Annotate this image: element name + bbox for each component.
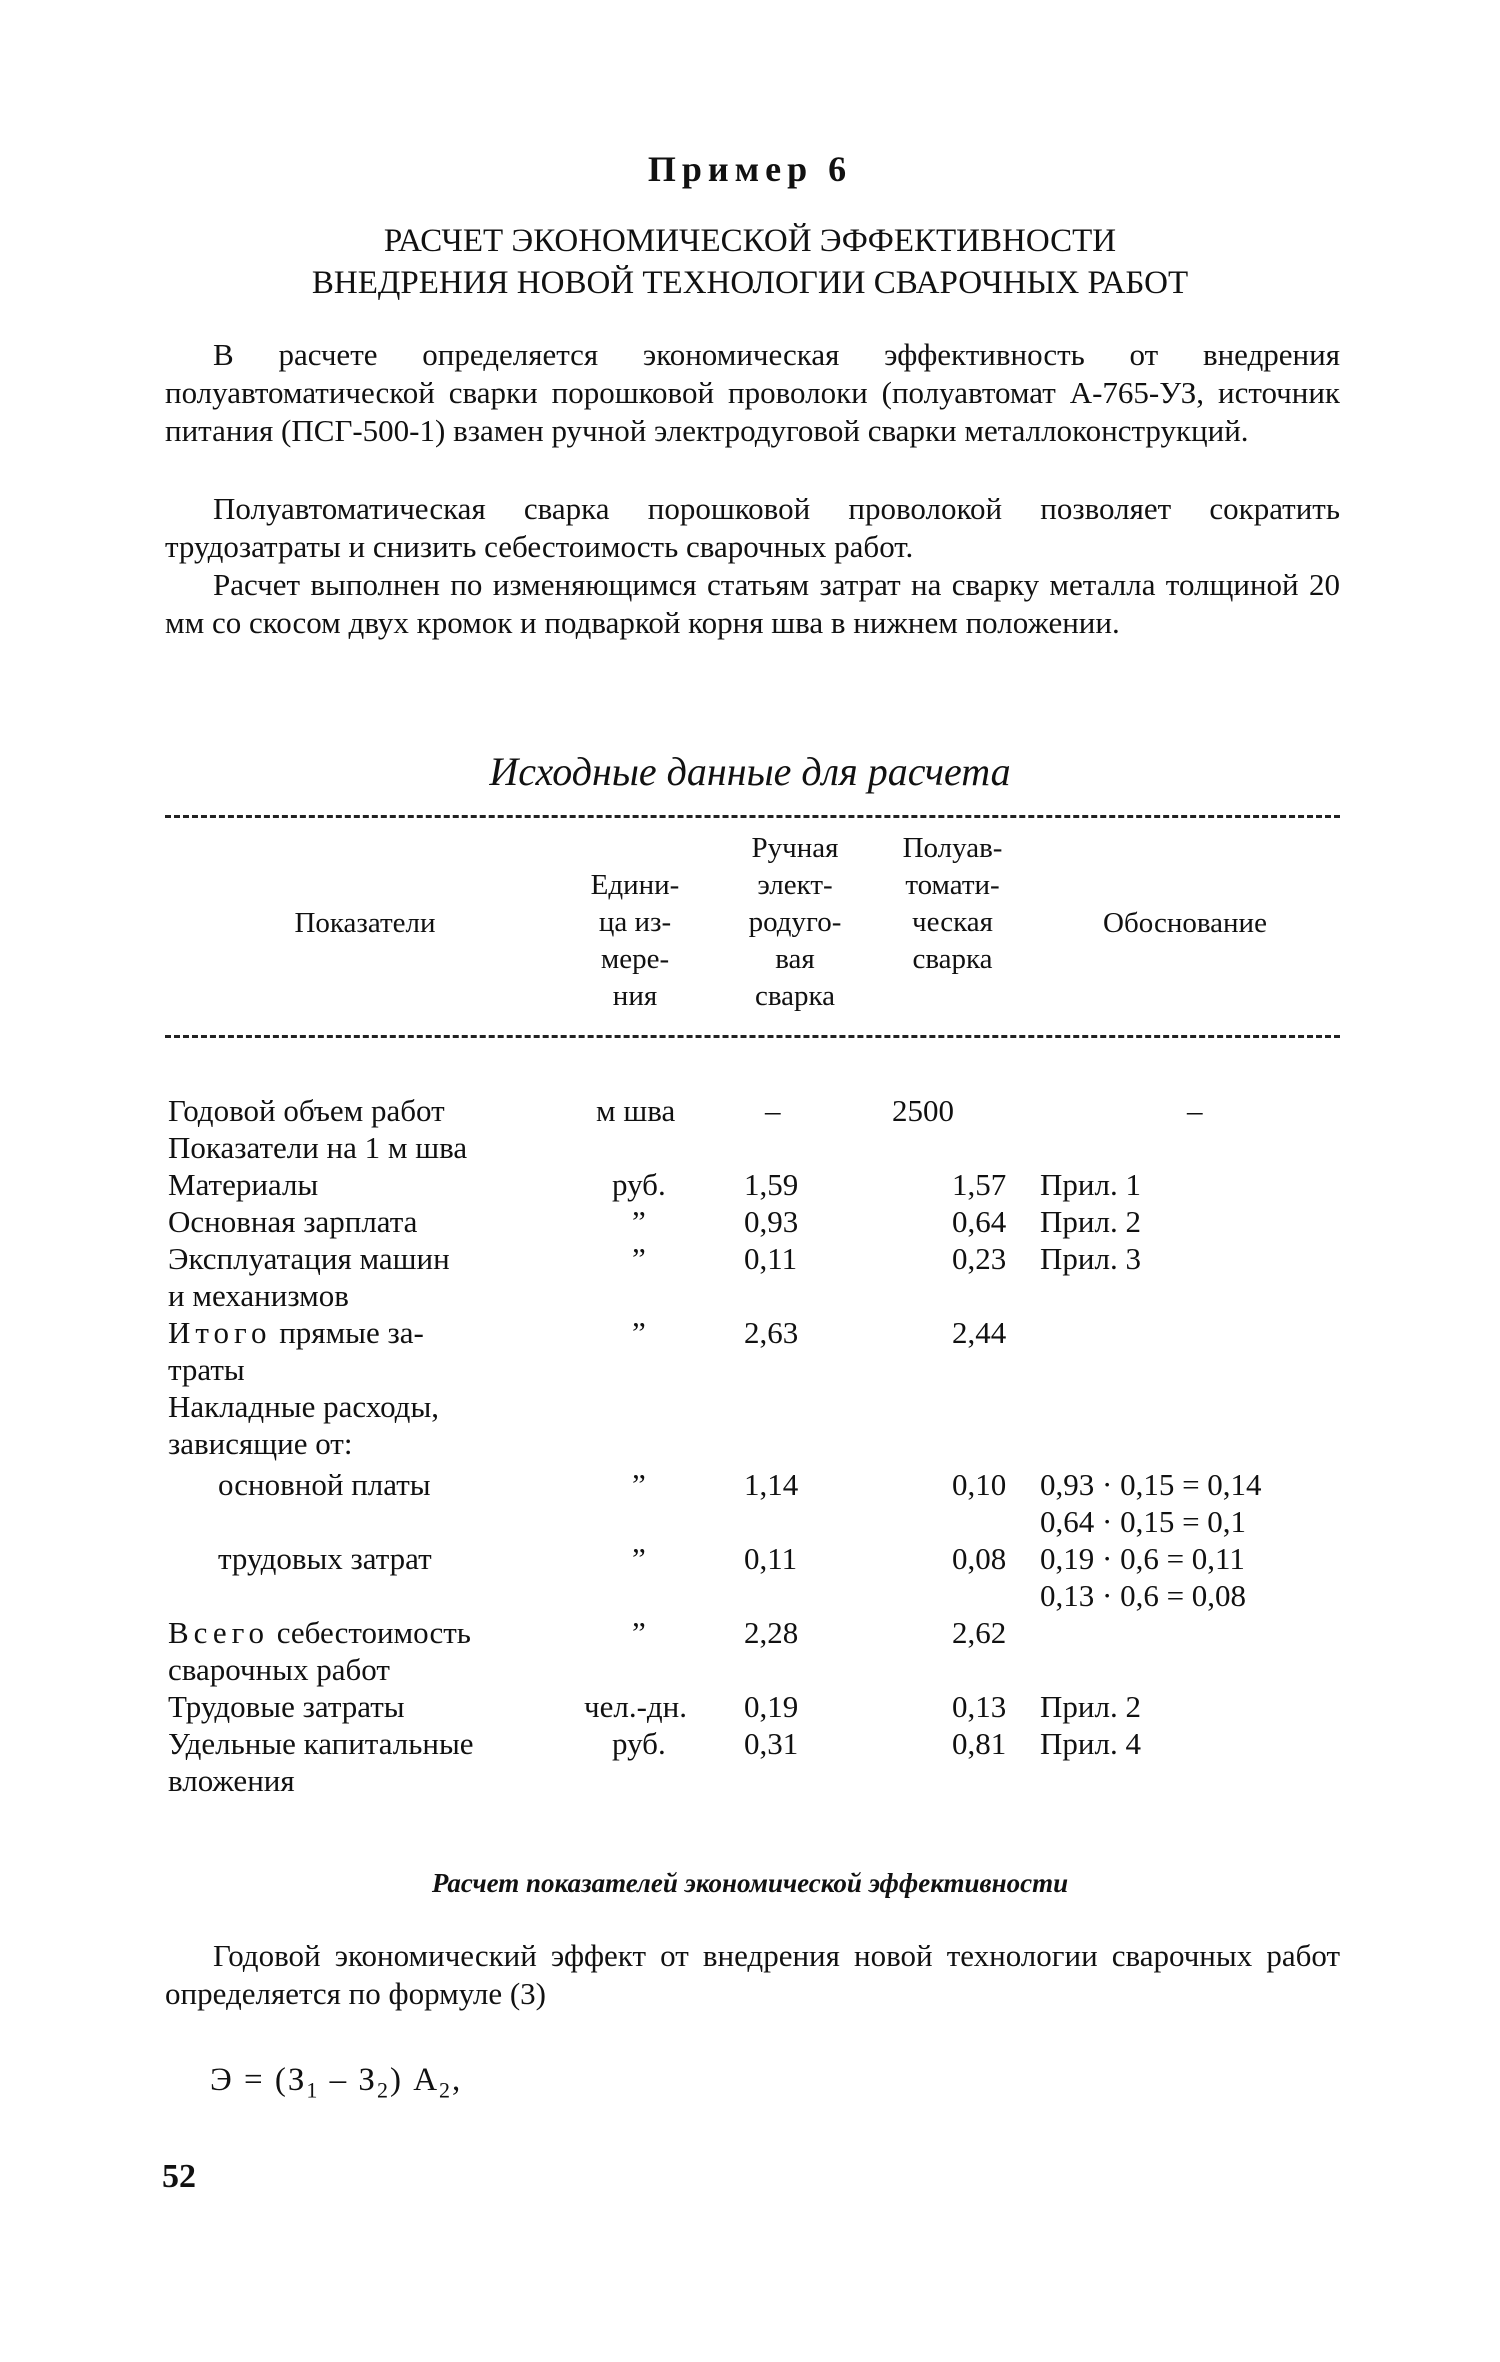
formula: $Э = (З_1 - З_2)$ $А_2$, — [210, 2062, 463, 2103]
header-indicator: Показатели — [294, 907, 436, 939]
intro-paragraph-3: Расчет выполнен по изменяющимся статьям затрат на сварку металла толщиной 20 мм со скосом двух кромок и подваркой корня шва в нижнем положении. — [165, 567, 1340, 640]
intro-paragraph-1: В расчете определяется экономическая эффективность от внедрения полуавтоматической сварки порошковой проволоки (полуавтомат А-765-УЗ, источник питания (ПСГ-500-1) взамен ручной электродуговой сварки металлоконструкций. — [165, 337, 1340, 448]
document-page: Пример 6 РАСЧЕТ ЭКОНОМИЧЕСКОЙ ЭФФЕКТИВНОСТИ ВНЕДРЕНИЯ НОВОЙ ТЕХНОЛОГИИ СВАРОЧНЫХ РАБОТ В расчете определяется экономическая эффективность от внедрения полуавтоматической сварки порошковой проволоки (полуавтомат А-765-УЗ, источник питания (ПСГ-500-1) взамен ручной электродуговой сварки металлоконструкций. Полуавтоматическая сварка порошковой проволокой позволяет сократить трудозатраты и снизить себестоимость сварочных работ. Расчет выполнен по изменяющимся статьям затрат на сварку металла толщиной 20 мм со скосом двух кромок и подваркой корня шва в нижнем положении. Исходные данные для расчета Показатели Едини- ца из- мере- ния Ручная элект- родуго- вая сварка Полуав- томати- ческая сварка Обоснование Годовой объем работ м шва – 2500 – Показатели на 1 м шва Материалы руб. 1,59 1,57 Прил. 1 Основная зарплата ” 0,93 0,64 Прил. 2 Эксплуатация машин и механизмов ” 0,11 0,23 Прил. 3 Итого прямые за- траты ” 2,63 2,44 Накладные расходы, зависящие от: основной платы ” 1,14 0,10 0,93 · 0,15 = 0,14 0,64 · 0,15 = 0,1 трудовых затрат ” 0,11 0,08 0,19 · 0,6 = 0,11 0,13 · 0,6 = 0,08 Всего себестоимость сварочных работ ” 2,28 2,62 Трудовые затраты чел.-дн. 0,19 0,13 Прил. 2 Удельные капитальные вложения руб. 0,31 0,81 Прил. 4 Расчет показателей экономической эффективности Годовой экономический эффект от внедрения новой технологии сварочных работ определяется по формуле (3) $Э = (З_1 - З_2)$ $А_2$, 52 — [0, 0, 1500, 2362]
title-line-1: РАСЧЕТ ЭКОНОМИЧЕСКОЙ ЭФФЕКТИВНОСТИ — [383, 223, 1117, 259]
calc-heading: Расчет показателей экономической эффективности — [431, 1868, 1069, 1898]
header-manual-welding: Ручная элект- родуго- вая сварка — [748, 832, 842, 1012]
header-unit: Едини- ца из- мере- ния — [590, 869, 680, 1012]
header-semiauto-welding: Полуав- томати- ческая сварка — [902, 832, 1003, 975]
table-top-rule — [165, 815, 1340, 818]
page-number: 52 — [162, 2158, 196, 2195]
example-label: Пример 6 — [647, 149, 853, 189]
header-basis: Обоснование — [1103, 907, 1267, 939]
calc-paragraph: Годовой экономический эффект от внедрения новой технологии сварочных работ определяется по формуле (3) — [165, 1938, 1340, 2011]
table-header-rule — [165, 1035, 1340, 1038]
title-line-2: ВНЕДРЕНИЯ НОВОЙ ТЕХНОЛОГИИ СВАРОЧНЫХ РАБОТ — [311, 265, 1189, 301]
table-title: Исходные данные для расчета — [489, 749, 1011, 794]
document-title — [0, 220, 1500, 304]
intro-paragraph-2: Полуавтоматическая сварка порошковой проволокой позволяет сократить трудозатраты и снизить себестоимость сварочных работ. — [165, 491, 1340, 564]
